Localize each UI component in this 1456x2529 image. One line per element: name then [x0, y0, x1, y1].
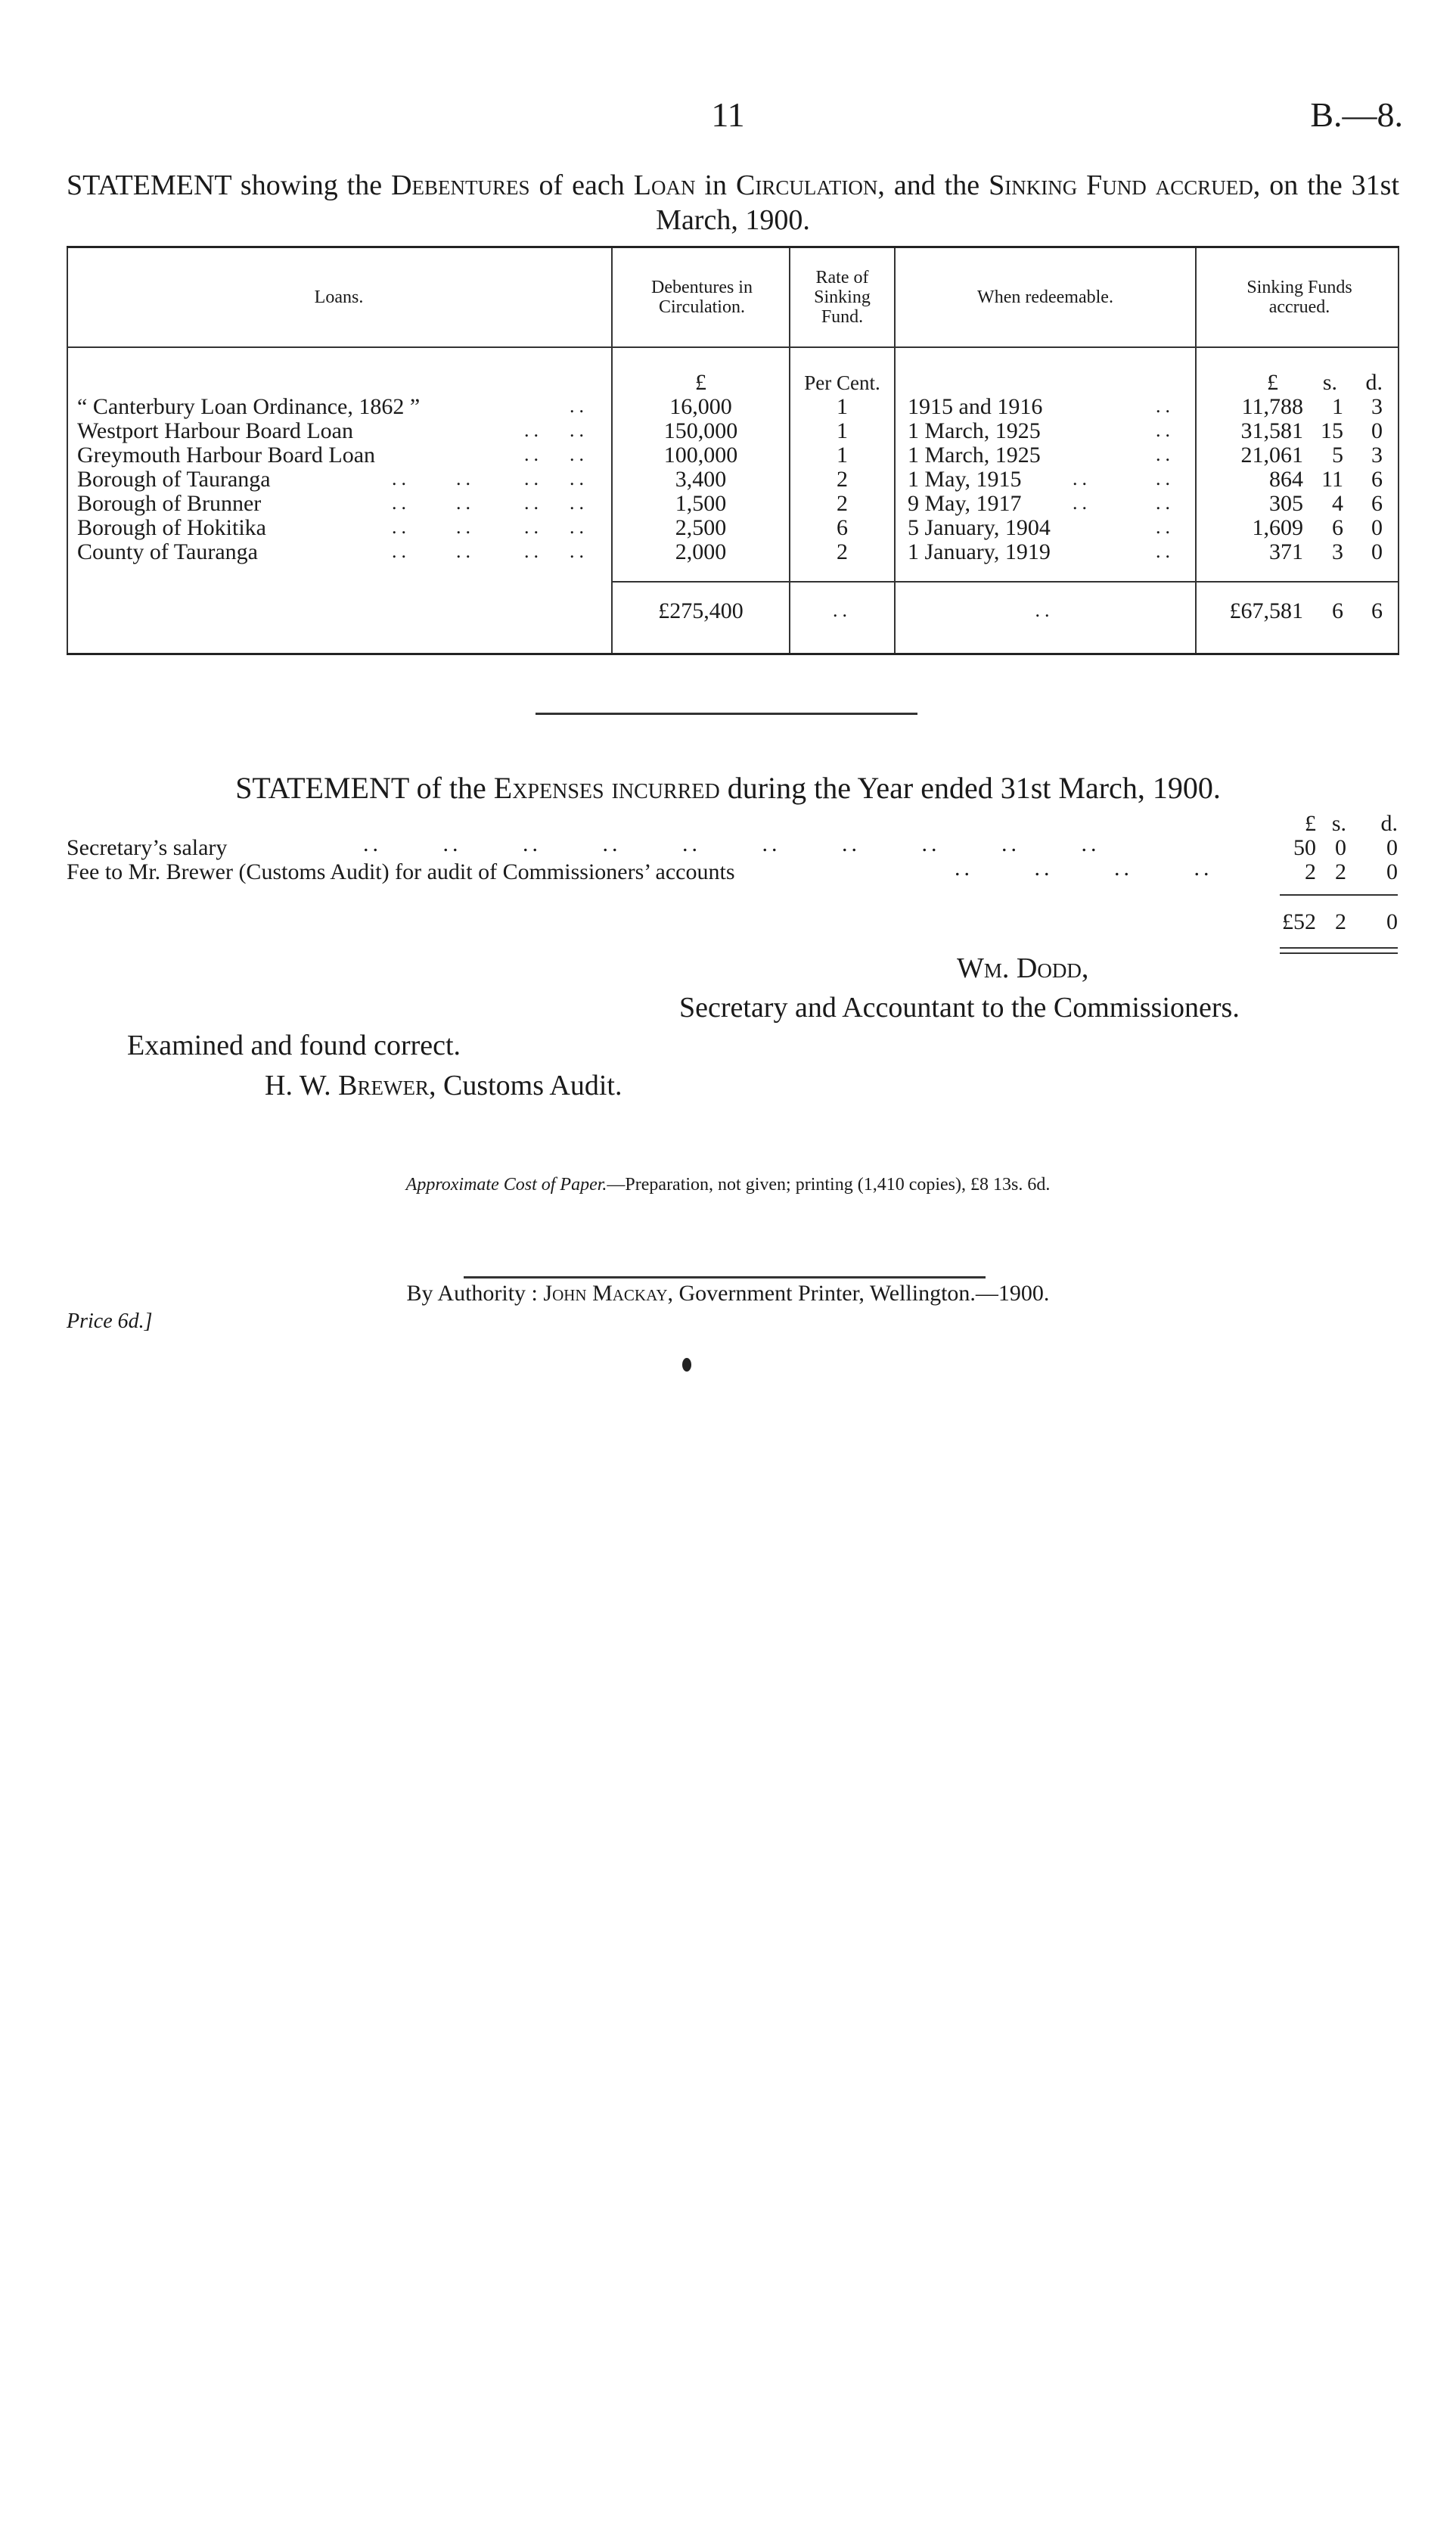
debentures-value: 2,500 — [675, 515, 727, 540]
expense-label: Fee to Mr. Brewer (Customs Audit) for audit of Commissioners’ accounts — [67, 859, 735, 884]
title-text: STATEMENT of the — [235, 771, 486, 805]
shillings-value: 15 — [1321, 418, 1343, 443]
debentures-value: 1,500 — [675, 491, 727, 516]
auditor-text: Brewer — [338, 1070, 429, 1101]
debentures-value: 3,400 — [675, 467, 727, 492]
unit-pounds: £ — [1305, 811, 1316, 836]
loan-name: Greymouth Harbour Board Loan — [77, 443, 376, 468]
auditor-text: , Customs Audit. — [428, 1070, 622, 1101]
authority-text: , Government Printer, Wellington.—1900. — [667, 1281, 1050, 1306]
leader-dots: .. — [570, 540, 588, 562]
signatory-title: Secretary and Accountant to the Commissioners. — [679, 992, 1240, 1024]
total-redeemable: .. — [1035, 599, 1054, 621]
pounds-value: 305 — [1269, 491, 1303, 516]
leader-dots: .. — [524, 516, 543, 538]
unit-shillings: s. — [1322, 370, 1337, 395]
pounds-value: 11,788 — [1241, 394, 1303, 419]
leader-dots: .. — [1156, 540, 1175, 562]
price-label: Price 6d.] — [67, 1310, 153, 1333]
totals-rule — [611, 581, 1399, 583]
debentures-value: 16,000 — [669, 394, 732, 419]
approximate-cost — [0, 1175, 1456, 1195]
leader-dots: .. — [524, 419, 543, 441]
title-text: Circulation — [736, 169, 878, 201]
loans-table — [67, 246, 1399, 655]
pence-value: 3 — [1371, 443, 1383, 468]
redeemable-value: 1 March, 1925 — [908, 418, 1041, 443]
authority-text: John Mackay — [543, 1281, 668, 1306]
unit-pounds: £ — [1267, 370, 1278, 395]
leader-dots: .. — [1156, 395, 1175, 417]
title-text: Sinking Fund accrued — [989, 169, 1253, 201]
leader-dots: .. — [392, 540, 411, 562]
pounds-value: 371 — [1269, 539, 1303, 564]
cost-text: —Preparation, not given; printing (1,410 copies), £8 13s. 6d. — [607, 1175, 1051, 1195]
leader-dots: .. — [524, 492, 543, 514]
leader-dots: .. — [392, 516, 411, 538]
header-sinking-funds: Sinking Funds accrued. — [1246, 278, 1352, 317]
header-loans: Loans. — [314, 287, 364, 307]
auditor-name — [265, 1069, 622, 1102]
loan-name: County of Tauranga — [77, 539, 258, 564]
pence-value: 3 — [1371, 394, 1383, 419]
rate-value: 2 — [837, 539, 848, 564]
title-text: Loan — [633, 169, 696, 201]
name-text: m. Dodd — [983, 952, 1082, 984]
leader-dots: .. — [570, 516, 588, 538]
leader-dots: .. — [392, 468, 411, 489]
double-rule — [1280, 947, 1398, 949]
unit-shillings: s. — [1331, 811, 1346, 836]
leader-dots: .. — [1156, 492, 1175, 514]
total-rule — [1280, 894, 1398, 896]
pence-value: 6 — [1371, 491, 1383, 516]
unit-debentures: £ — [695, 370, 706, 395]
expense-shillings: 2 — [1335, 859, 1346, 884]
statement-debentures-title — [67, 168, 1399, 238]
shillings-value: 11 — [1321, 467, 1343, 492]
leader-dots: .. — [1073, 492, 1091, 514]
redeemable-value: 9 May, 1917 — [908, 491, 1022, 516]
pounds-value: 864 — [1269, 467, 1303, 492]
total-pence: 0 — [1386, 909, 1398, 934]
document-reference: B.—8. — [1310, 95, 1403, 134]
unit-pence: d. — [1365, 370, 1383, 395]
total-rate: .. — [833, 599, 852, 621]
leader-dots: .. — [524, 540, 543, 562]
title-text: of each — [539, 169, 625, 201]
title-text: in — [704, 169, 728, 201]
leader-dots: .. — [392, 492, 411, 514]
section-divider — [464, 1276, 986, 1278]
loan-name: Borough of Hokitika — [77, 515, 266, 540]
shillings-value: 1 — [1332, 394, 1343, 419]
leader-dots: .. — [456, 516, 475, 538]
page-number: 11 — [711, 95, 745, 134]
loan-name: “ Canterbury Loan Ordinance, 1862 ” — [77, 394, 421, 419]
redeemable-value: 5 January, 1904 — [908, 515, 1051, 540]
title-text: , on the 31st March, 1900. — [656, 169, 1400, 236]
ink-mark — [682, 1358, 691, 1372]
leader-dots: .. — [570, 395, 588, 417]
pence-value: 0 — [1371, 515, 1383, 540]
title-text: during the Year ended 31st March, 1900. — [727, 771, 1221, 805]
total-shillings: 6 — [1332, 598, 1343, 623]
rate-value: 1 — [837, 394, 848, 419]
debentures-value: 150,000 — [663, 418, 738, 443]
total-pounds: £52 — [1282, 909, 1316, 934]
statement-expenses-title — [0, 770, 1456, 806]
cost-label: Approximate Cost of Paper. — [405, 1175, 607, 1195]
leader-dots: .. — [570, 468, 588, 489]
leader-dots: .. — [570, 419, 588, 441]
unit-rate: Per Cent. — [804, 371, 880, 394]
pounds-value: 31,581 — [1240, 418, 1303, 443]
leader-dots: .. — [524, 443, 543, 465]
auditor-text: H. W. — [265, 1070, 331, 1101]
pence-value: 0 — [1371, 539, 1383, 564]
pence-value: 0 — [1371, 418, 1383, 443]
expense-shillings: 0 — [1335, 835, 1346, 860]
table-rule — [1195, 248, 1197, 653]
expense-pounds: 50 — [1293, 835, 1316, 860]
rate-value: 1 — [837, 443, 848, 468]
header-redeemable: When redeemable. — [977, 287, 1113, 307]
leader-dots: .. — [456, 468, 475, 489]
loan-name: Borough of Tauranga — [77, 467, 271, 492]
total-shillings: 2 — [1335, 909, 1346, 934]
expense-pounds: 2 — [1305, 859, 1316, 884]
loan-name: Borough of Brunner — [77, 491, 262, 516]
expense-pence: 0 — [1386, 835, 1398, 860]
section-divider — [536, 713, 917, 715]
leader-dots: .. — [456, 540, 475, 562]
total-pence: 6 — [1371, 598, 1383, 623]
leader-dots: .. .. .. .. .. .. .. .. .. .. — [363, 831, 1101, 856]
rate-value: 2 — [837, 467, 848, 492]
leader-dots: .. — [1156, 419, 1175, 441]
leader-dots: .. — [1156, 516, 1175, 538]
title-text: Debentures — [391, 169, 530, 201]
shillings-value: 5 — [1332, 443, 1343, 468]
name-text: W — [957, 952, 984, 984]
pounds-value: 1,609 — [1252, 515, 1303, 540]
title-text: STATEMENT showing the — [67, 169, 383, 201]
debentures-value: 2,000 — [675, 539, 727, 564]
table-rule — [1398, 248, 1399, 653]
rate-value: 2 — [837, 491, 848, 516]
rate-value: 1 — [837, 418, 848, 443]
header-rate: Rate of Sinking Fund. — [814, 268, 871, 327]
redeemable-value: 1915 and 1916 — [908, 394, 1043, 419]
loan-name: Westport Harbour Board Loan — [77, 418, 353, 443]
leader-dots: .. — [524, 468, 543, 489]
redeemable-value: 1 March, 1925 — [908, 443, 1041, 468]
signatory-name — [957, 952, 1088, 985]
double-rule — [1280, 952, 1398, 954]
name-text: , — [1081, 952, 1089, 984]
expense-pence: 0 — [1386, 859, 1398, 884]
rate-value: 6 — [837, 515, 848, 540]
shillings-value: 4 — [1332, 491, 1343, 516]
header-rule — [67, 346, 1399, 348]
leader-dots: .. .. .. .. — [955, 856, 1213, 881]
pounds-value: 21,061 — [1240, 443, 1303, 468]
redeemable-value: 1 May, 1915 — [908, 467, 1022, 492]
leader-dots: .. — [570, 492, 588, 514]
title-text: , and the — [877, 169, 980, 201]
debentures-value: 100,000 — [663, 443, 738, 468]
leader-dots: .. — [570, 443, 588, 465]
shillings-value: 6 — [1332, 515, 1343, 540]
unit-pence: d. — [1380, 811, 1398, 836]
leader-dots: .. — [1073, 468, 1091, 489]
examined-text: Examined and found correct. — [127, 1030, 461, 1061]
pence-value: 6 — [1371, 467, 1383, 492]
leader-dots: .. — [1156, 443, 1175, 465]
printer-authority — [0, 1281, 1456, 1306]
shillings-value: 3 — [1332, 539, 1343, 564]
total-pounds: £67,581 — [1229, 598, 1303, 623]
leader-dots: .. — [456, 492, 475, 514]
leader-dots: .. — [1156, 468, 1175, 489]
header-debentures: Debentures in Circulation. — [651, 278, 753, 317]
redeemable-value: 1 January, 1919 — [908, 539, 1051, 564]
total-debentures: £275,400 — [658, 598, 744, 623]
authority-text: By Authority : — [406, 1281, 538, 1306]
expense-label: Secretary’s salary — [67, 835, 228, 860]
title-text: Expenses incurred — [493, 771, 720, 805]
